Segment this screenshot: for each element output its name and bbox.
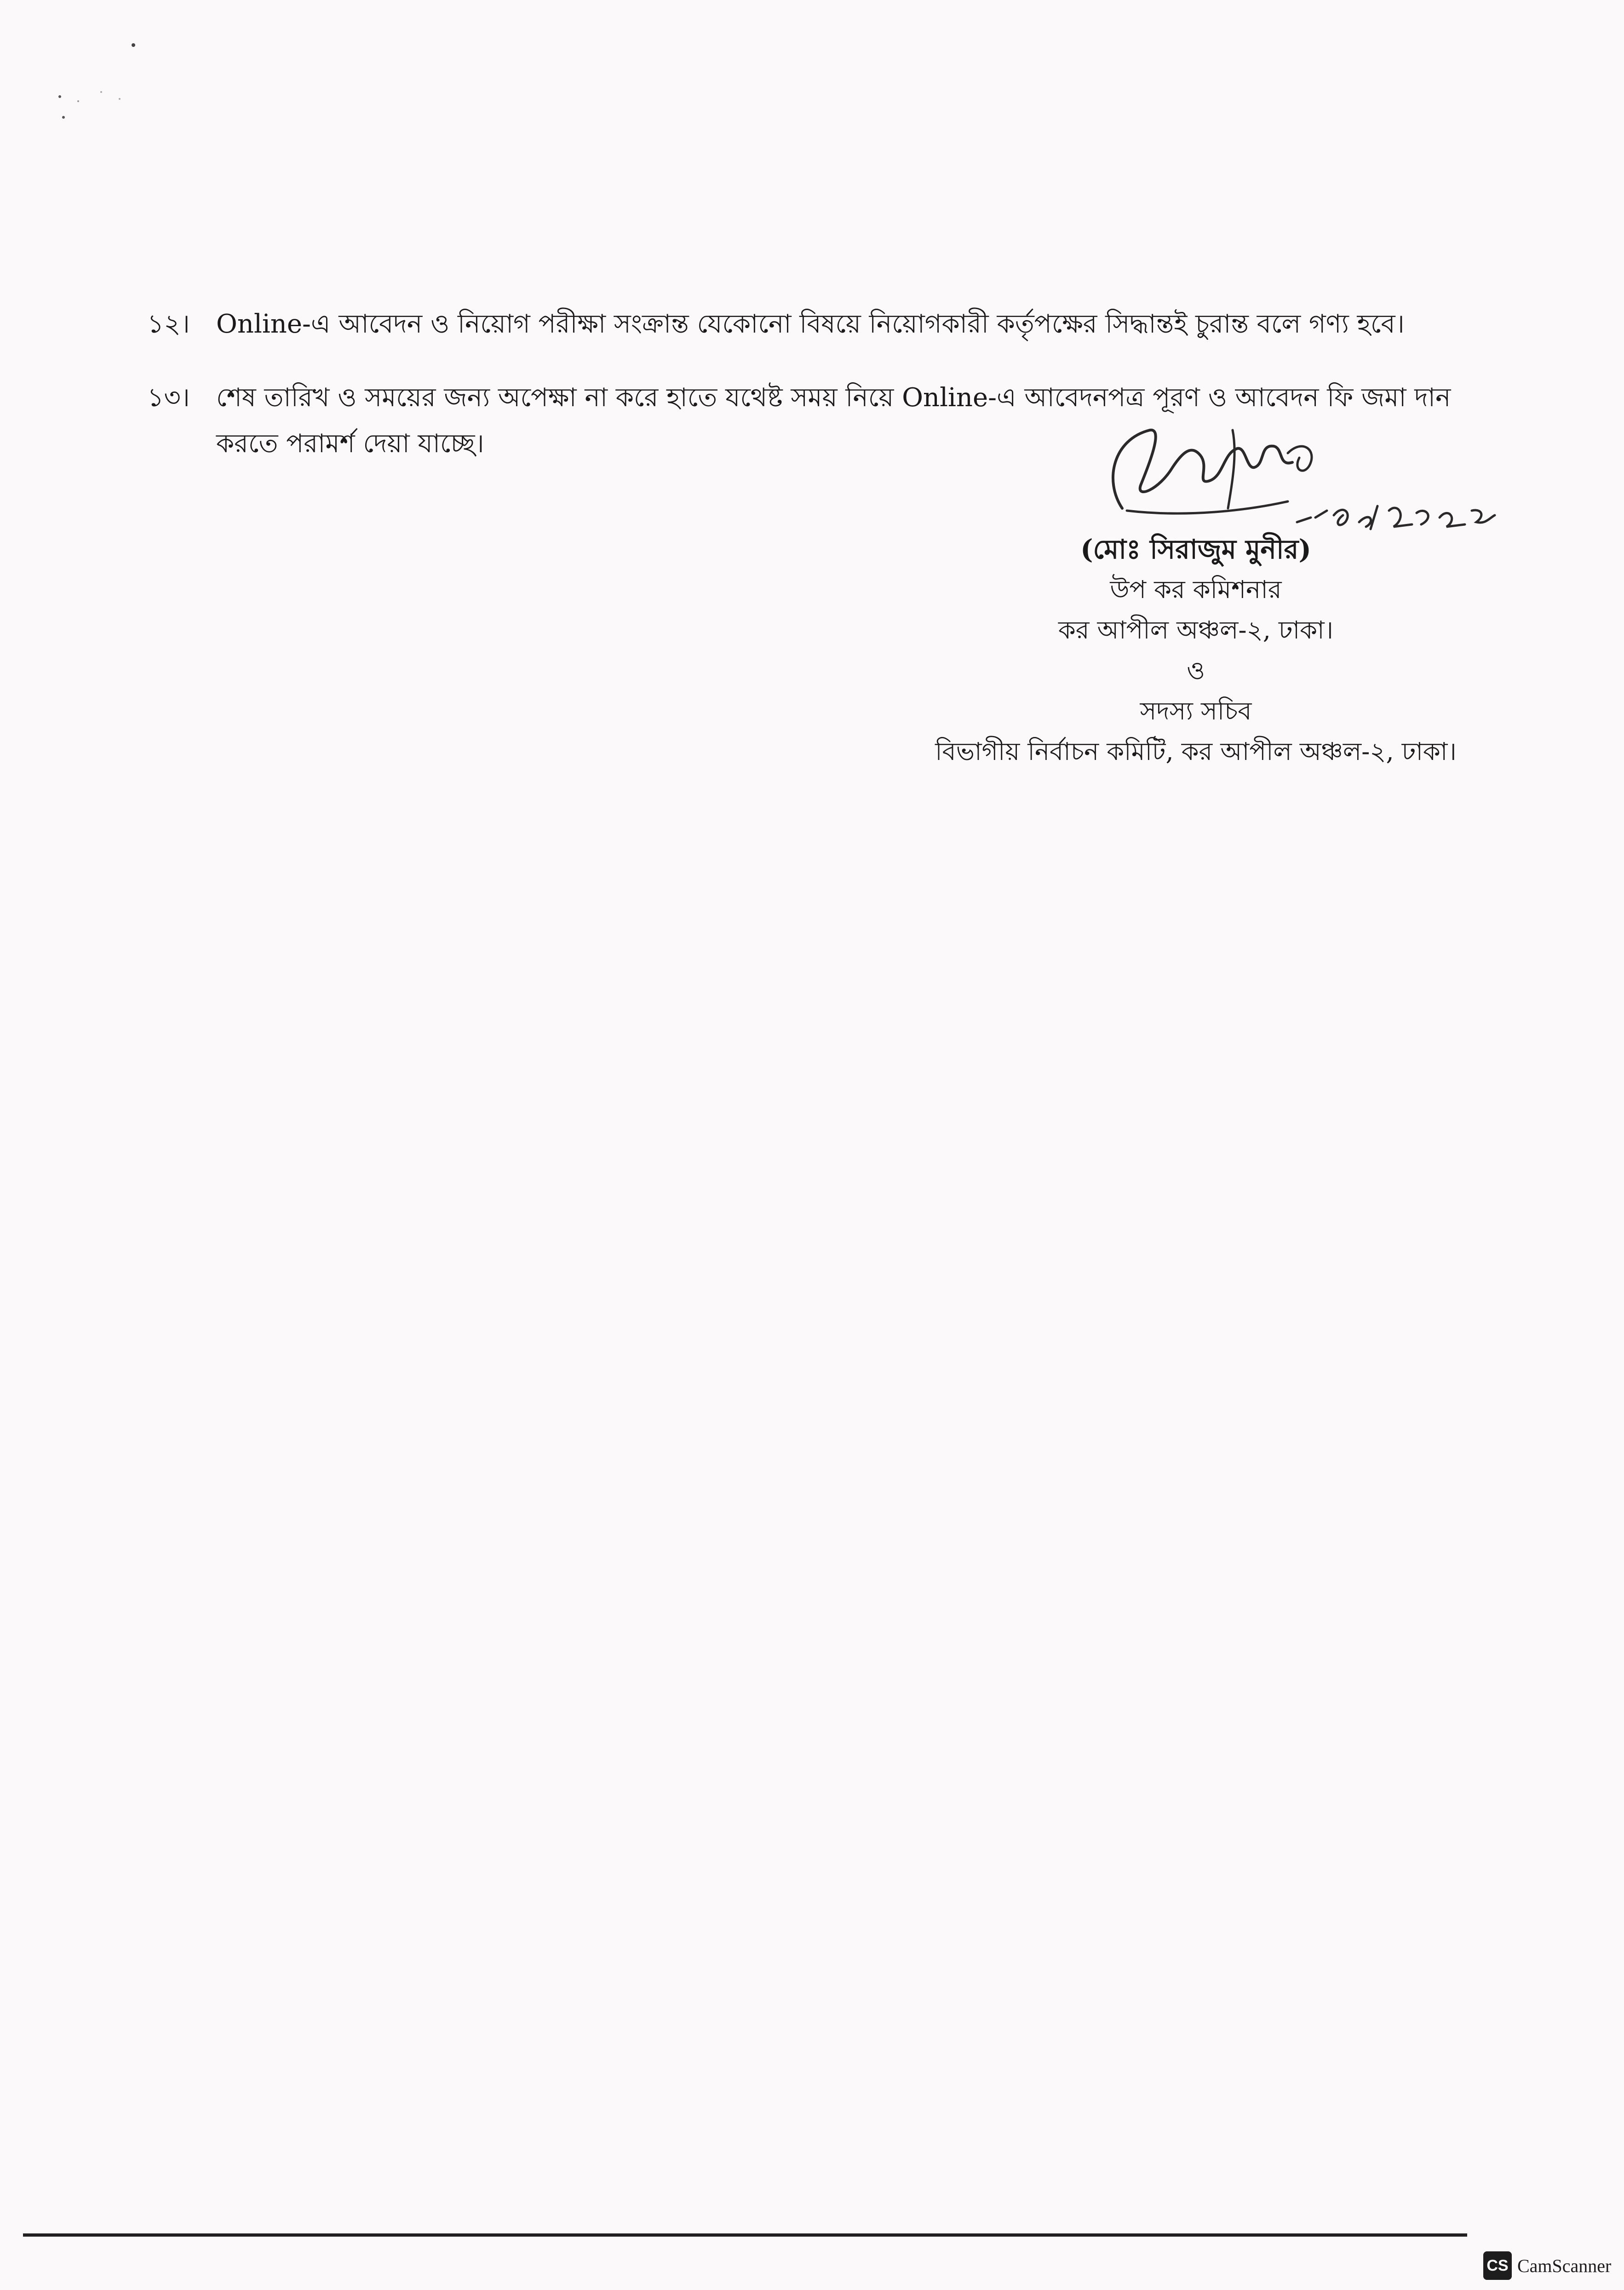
clause-text-line-1: শেষ তারিখ ও সময়ের জন্য অপেক্ষা না করে হাতে যথেষ্ট সময় নিয়ে Online-এ আবেদনপত্র পূরণ ও আবেদন ফি জমা দান — [216, 383, 1451, 413]
clause-number: ১২। — [147, 309, 190, 339]
scan-specks — [51, 37, 170, 129]
signatory-committee: বিভাগীয় নির্বাচন কমিটি, কর আপীল অঞ্চল-২, ঢাকা। — [935, 737, 1457, 766]
conjunction: ও — [1187, 656, 1205, 685]
camscanner-logo-icon: CS — [1483, 2251, 1512, 2280]
camscanner-watermark — [1483, 2250, 1611, 2282]
clause-text: Online-এ আবেদন ও নিয়োগ পরীক্ষা সংক্রান্ত যেকোনো বিষয়ে নিয়োগকারী কর্তৃপক্ষের সিদ্ধান্তই চুরান্ত বলে গণ্য হবে। — [216, 309, 1405, 339]
signature-block — [897, 529, 1495, 772]
clause-text-line-2: করতে পরামর্শ দেয়া যাচ্ছে। — [216, 429, 484, 459]
signatory-designation: উপ কর কমিশনার — [1110, 575, 1282, 604]
camscanner-label: CamScanner — [1517, 2255, 1612, 2276]
signatory-role: সদস্য সচিব — [1140, 696, 1252, 725]
clause-12 — [147, 301, 1481, 347]
signatory-name: (মোঃ সিরাজুম মুনীর) — [1080, 534, 1311, 565]
signatory-office: কর আপীল অঞ্চল-২, ঢাকা। — [1058, 616, 1333, 644]
clause-number: ১৩। — [147, 383, 190, 413]
page-bottom-rule — [23, 2233, 1467, 2237]
